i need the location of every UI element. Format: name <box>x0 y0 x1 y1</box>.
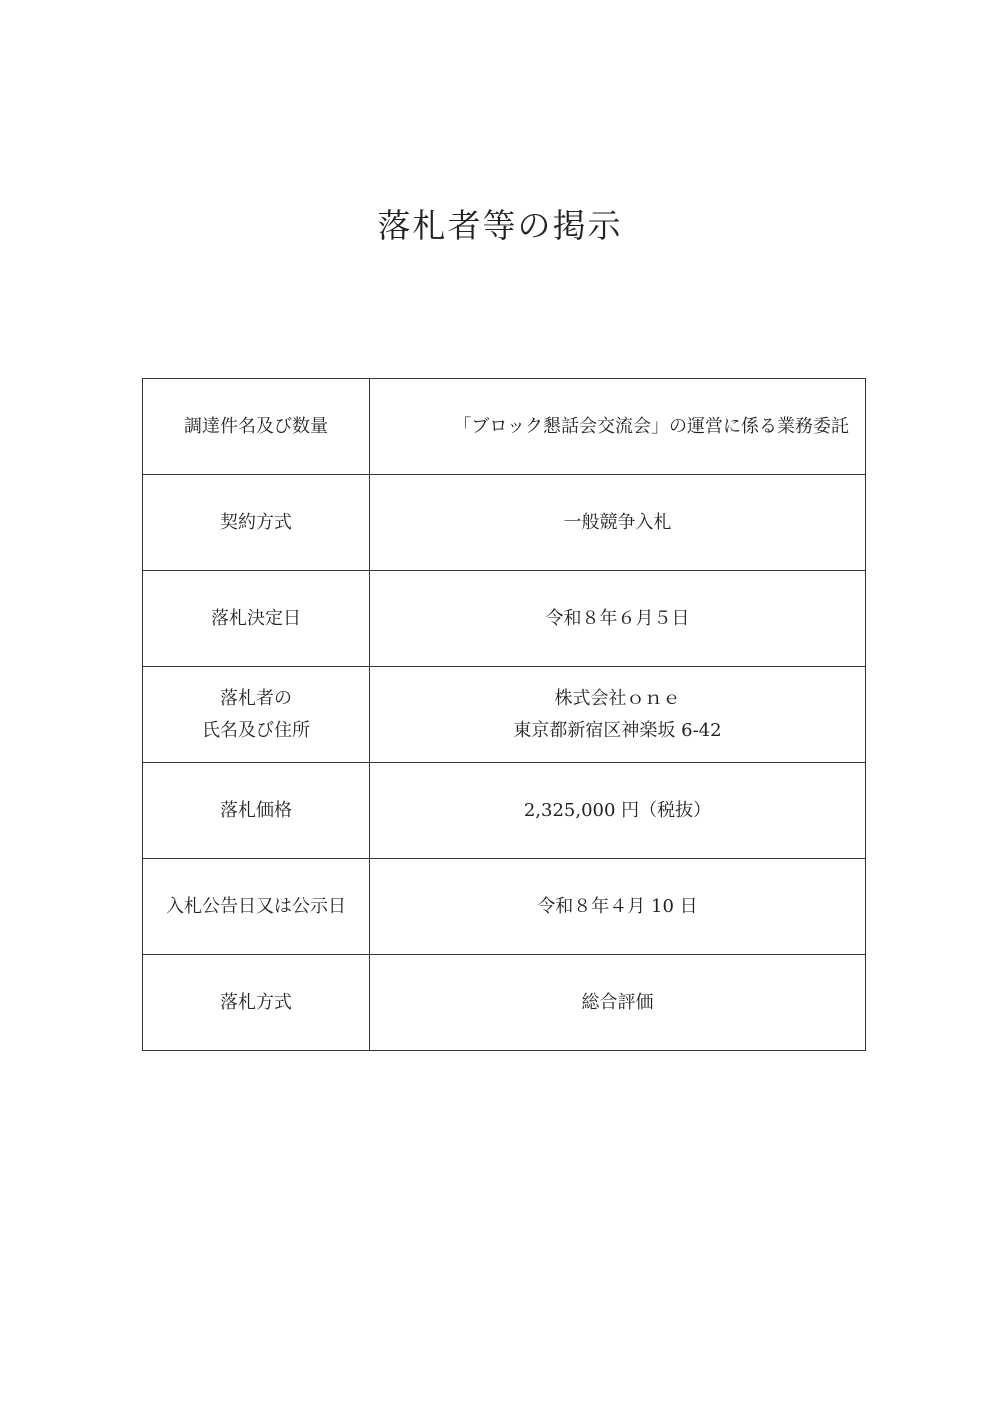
row-label <box>143 763 370 859</box>
table-row-winner <box>143 667 866 763</box>
table-row-award-date <box>143 571 866 667</box>
row-value-text: 令和８年４月 10 日 <box>537 895 698 917</box>
row-label-text: 落札価格 <box>220 799 292 821</box>
row-label-text: 落札方式 <box>220 991 292 1013</box>
row-value <box>370 571 866 667</box>
row-value-text: 「ブロック懇話会交流会」の運営に係る業務委託 <box>453 415 849 437</box>
row-label-text: 契約方式 <box>220 511 292 533</box>
row-value-text: 令和８年６月５日 <box>545 607 690 629</box>
row-label <box>143 571 370 667</box>
row-value-text: 総合評価 <box>581 991 654 1013</box>
row-label-text: 入札公告日又は公示日 <box>166 895 346 917</box>
table-row-notice-date <box>143 859 866 955</box>
row-value-text: 一般競争入札 <box>563 511 672 533</box>
winner-address: 東京都新宿区神楽坂 6-42 <box>513 719 722 741</box>
row-value <box>370 859 866 955</box>
table-row-contract-method <box>143 475 866 571</box>
row-value <box>370 763 866 859</box>
row-label <box>143 475 370 571</box>
row-label <box>143 859 370 955</box>
row-value <box>370 955 866 1051</box>
winner-name: 株式会社ｏｎｅ <box>554 687 681 709</box>
row-label-text: 氏名及び住所 <box>202 719 310 741</box>
row-label-text: 調達件名及び数量 <box>184 415 328 437</box>
row-label <box>143 955 370 1051</box>
award-notice-table <box>142 378 866 1051</box>
row-label-text: 落札者の <box>220 687 292 709</box>
row-value <box>370 667 866 763</box>
page-title: 落札者等の掲示 <box>377 206 623 245</box>
table-row-procurement-item <box>143 379 866 475</box>
row-value <box>370 379 866 475</box>
row-label-text: 落札決定日 <box>211 607 301 629</box>
row-value <box>370 475 866 571</box>
table-row-award-method <box>143 955 866 1051</box>
row-label <box>143 667 370 763</box>
row-value-text: 2,325,000 円（税抜） <box>523 799 712 821</box>
row-label <box>143 379 370 475</box>
table-row-award-price <box>143 763 866 859</box>
